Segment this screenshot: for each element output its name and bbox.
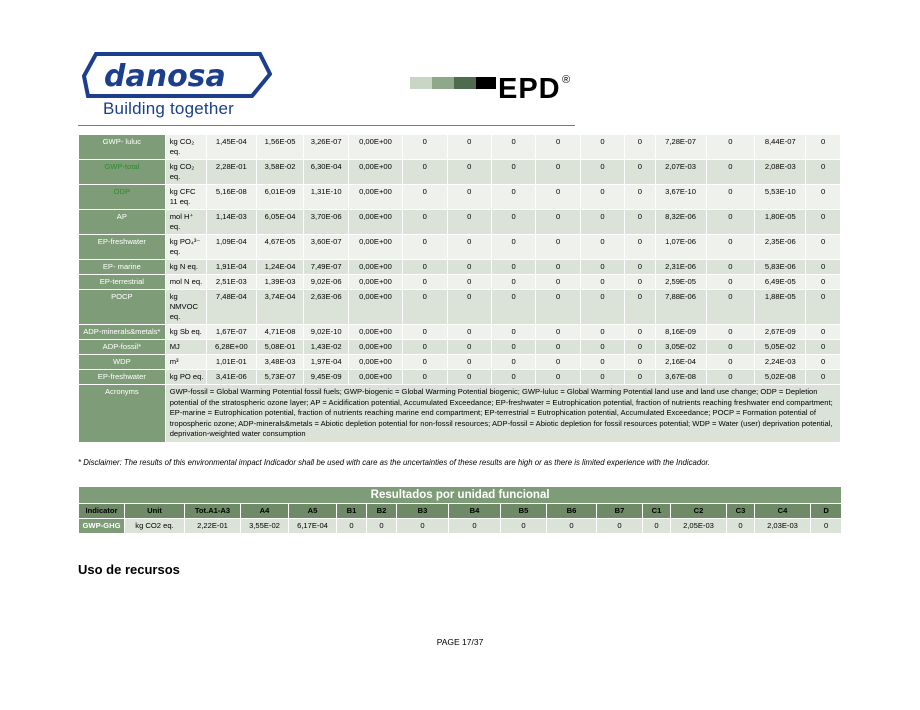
value-cell: 0: [491, 185, 535, 210]
value-cell: 0: [403, 275, 447, 290]
value-cell: 0: [491, 135, 535, 160]
value-cell: 0: [403, 290, 447, 325]
value-cell: 0: [580, 290, 624, 325]
value-cell: 0: [547, 519, 597, 534]
results-header-row: [79, 504, 842, 519]
value-cell: 2,35E-06: [755, 235, 806, 260]
value-cell: 5,02E-08: [755, 370, 806, 385]
value-cell: 6,17E-04: [289, 519, 337, 534]
value-cell: 1,67E-07: [206, 325, 256, 340]
value-cell: 3,58E-02: [256, 160, 304, 185]
value-cell: 3,74E-04: [256, 290, 304, 325]
epd-bar-3: [454, 77, 476, 89]
value-cell: 0: [580, 275, 624, 290]
value-cell: 0: [491, 275, 535, 290]
column-header: A5: [289, 504, 337, 519]
value-cell: 0: [625, 355, 655, 370]
indicator-cell: EP- marine: [79, 260, 166, 275]
epd-bar-4: [476, 77, 496, 89]
value-cell: 0: [447, 325, 491, 340]
value-cell: 0: [536, 355, 580, 370]
value-cell: 3,41E-06: [206, 370, 256, 385]
value-cell: 0: [536, 160, 580, 185]
value-cell: 0: [806, 160, 841, 185]
value-cell: 1,91E-04: [206, 260, 256, 275]
value-cell: 6,05E-04: [256, 210, 304, 235]
value-cell: 0: [706, 185, 755, 210]
value-cell: 0: [706, 340, 755, 355]
epd-registered-mark: ®: [562, 74, 571, 86]
value-cell: 0,00E+00: [348, 135, 402, 160]
value-cell: 0: [403, 370, 447, 385]
value-cell: 0: [625, 370, 655, 385]
value-cell: 0: [447, 340, 491, 355]
value-cell: 3,60E-07: [304, 235, 348, 260]
results-table-caption: Resultados por unidad funcional: [79, 487, 842, 504]
value-cell: 2,51E-03: [206, 275, 256, 290]
table-row: [79, 370, 841, 385]
value-cell: 0: [706, 325, 755, 340]
value-cell: 0: [706, 275, 755, 290]
logo-wordmark: danosa: [104, 59, 226, 94]
value-cell: 1,14E-03: [206, 210, 256, 235]
value-cell: 0,00E+00: [348, 210, 402, 235]
value-cell: 2,05E-03: [671, 519, 727, 534]
value-cell: 0: [580, 260, 624, 275]
value-cell: 1,80E-05: [755, 210, 806, 235]
column-header: B4: [449, 504, 501, 519]
column-header: B2: [367, 504, 397, 519]
value-cell: 8,44E-07: [755, 135, 806, 160]
value-cell: 0: [403, 135, 447, 160]
value-cell: 2,67E-09: [755, 325, 806, 340]
value-cell: 6,01E-09: [256, 185, 304, 210]
table-row: [79, 260, 841, 275]
value-cell: 0: [806, 185, 841, 210]
value-cell: 3,55E-02: [241, 519, 289, 534]
value-cell: 0,00E+00: [348, 370, 402, 385]
value-cell: 0,00E+00: [348, 235, 402, 260]
value-cell: 0: [580, 340, 624, 355]
table-row: [79, 275, 841, 290]
value-cell: 0: [536, 235, 580, 260]
value-cell: 0: [536, 260, 580, 275]
table-row: [79, 340, 841, 355]
unit-cell: kg N eq.: [165, 260, 206, 275]
unit-cell: kg PO₄³⁻ eq.: [165, 235, 206, 260]
indicator-cell: ADP-fossil*: [79, 340, 166, 355]
unit-cell: kg CO₂ eq.: [165, 160, 206, 185]
column-header: B3: [397, 504, 449, 519]
indicator-cell: EP-freshwater: [79, 370, 166, 385]
acronyms-text: GWP-fossil = Global Warming Potential fossil fuels; GWP-biogenic = Global Warming Potential biogenic; GWP-luluc = Global Warming Potential land use and land use change; ODP = Depletion potential of the stratospheric ozone layer; AP = Acidification potential, Accumulated Exceedance; EP-freshwater = Eutrophication potential, fraction of nutrients reaching freshwater end compartment; EP-marine = Eutrophication potential, fraction of nutrients reaching marine end compartment; EP-terrestrial = Eutrophication potential, Accumulated Exceedance; POCP = Formation potential of tropospheric ozone; ADP-minerals&metals = Abiotic depletion potential for non-fossil resources; ADP-fossil = Abiotic depletion for fossil resources potential; WDP = Water (user) deprivation potential, deprivation-weighted water consumption: [165, 385, 840, 443]
value-cell: 0: [806, 370, 841, 385]
value-cell: 0: [580, 235, 624, 260]
value-cell: 2,07E-03: [655, 160, 706, 185]
value-cell: 0,00E+00: [348, 160, 402, 185]
value-cell: 0: [727, 519, 755, 534]
indicator-cell: ODP: [79, 185, 166, 210]
value-cell: 5,05E-02: [755, 340, 806, 355]
header-divider: [78, 125, 575, 126]
column-header: C1: [643, 504, 671, 519]
value-cell: 4,71E-08: [256, 325, 304, 340]
table-row: [79, 160, 841, 185]
column-header: B6: [547, 504, 597, 519]
value-cell: 3,05E-02: [655, 340, 706, 355]
value-cell: 1,39E-03: [256, 275, 304, 290]
value-cell: 2,31E-06: [655, 260, 706, 275]
value-cell: 0: [367, 519, 397, 534]
value-cell: 1,43E-02: [304, 340, 348, 355]
value-cell: 5,16E-08: [206, 185, 256, 210]
column-header: B7: [597, 504, 643, 519]
value-cell: 0: [597, 519, 643, 534]
value-cell: 0: [580, 325, 624, 340]
epd-bar-2: [432, 77, 454, 89]
results-table: [78, 486, 842, 534]
unit-cell: kg NMVOC eq.: [165, 290, 206, 325]
value-cell: 0: [403, 160, 447, 185]
indicator-cell: ADP-minerals&metals*: [79, 325, 166, 340]
value-cell: 0: [403, 355, 447, 370]
value-cell: 5,73E-07: [256, 370, 304, 385]
value-cell: 7,49E-07: [304, 260, 348, 275]
value-cell: 0: [447, 135, 491, 160]
value-cell: 0: [501, 519, 547, 534]
value-cell: 1,45E-04: [206, 135, 256, 160]
value-cell: 0: [625, 290, 655, 325]
value-cell: 0: [706, 210, 755, 235]
acronyms-label: Acronyms: [79, 385, 166, 443]
value-cell: 0: [580, 160, 624, 185]
value-cell: 0: [625, 260, 655, 275]
value-cell: 0: [491, 290, 535, 325]
value-cell: 0: [706, 260, 755, 275]
unit-cell: MJ: [165, 340, 206, 355]
value-cell: 0: [625, 160, 655, 185]
value-cell: 1,24E-04: [256, 260, 304, 275]
results-indicator-cell: GWP-GHG: [79, 519, 125, 534]
unit-cell: mol H⁺ eq.: [165, 210, 206, 235]
value-cell: 0: [643, 519, 671, 534]
value-cell: 0: [706, 160, 755, 185]
value-cell: 0: [491, 210, 535, 235]
value-cell: 0: [447, 235, 491, 260]
value-cell: 0: [403, 235, 447, 260]
column-header: A4: [241, 504, 289, 519]
value-cell: 4,67E-05: [256, 235, 304, 260]
value-cell: 0: [706, 235, 755, 260]
epd-bar-1: [410, 77, 432, 89]
unit-cell: kg Sb eq.: [165, 325, 206, 340]
value-cell: 1,56E-05: [256, 135, 304, 160]
value-cell: 2,28E-01: [206, 160, 256, 185]
column-header: B1: [337, 504, 367, 519]
value-cell: 0: [397, 519, 449, 534]
disclaimer-note: * Disclaimer: The results of this environmental impact Indicador shall be used with care as the uncertainties of these results are high or as there is limited experience with the Indicador.: [78, 458, 711, 467]
value-cell: 1,01E-01: [206, 355, 256, 370]
value-cell: 0: [625, 275, 655, 290]
value-cell: 1,88E-05: [755, 290, 806, 325]
value-cell: 3,48E-03: [256, 355, 304, 370]
value-cell: 0: [536, 135, 580, 160]
value-cell: 0: [706, 290, 755, 325]
value-cell: 0: [447, 355, 491, 370]
value-cell: 6,49E-05: [755, 275, 806, 290]
value-cell: 8,16E-09: [655, 325, 706, 340]
value-cell: 0: [536, 370, 580, 385]
value-cell: 0: [491, 355, 535, 370]
table-row: [79, 185, 841, 210]
table-row: [79, 355, 841, 370]
indicator-cell: AP: [79, 210, 166, 235]
value-cell: 0: [625, 325, 655, 340]
acronyms-row: [79, 385, 841, 443]
value-cell: 0,00E+00: [348, 185, 402, 210]
value-cell: 0: [580, 185, 624, 210]
unit-cell: kg PO eq.: [165, 370, 206, 385]
value-cell: 0: [706, 355, 755, 370]
value-cell: 0: [806, 210, 841, 235]
value-cell: 0: [806, 355, 841, 370]
column-header: C3: [727, 504, 755, 519]
column-header: D: [811, 504, 842, 519]
column-header: C2: [671, 504, 727, 519]
value-cell: 0: [806, 235, 841, 260]
value-cell: 0: [447, 160, 491, 185]
value-cell: 0: [337, 519, 367, 534]
value-cell: 0: [580, 210, 624, 235]
value-cell: 3,67E-08: [655, 370, 706, 385]
value-cell: 0,00E+00: [348, 340, 402, 355]
value-cell: 0: [491, 325, 535, 340]
value-cell: 3,70E-06: [304, 210, 348, 235]
table-row: [79, 325, 841, 340]
value-cell: 8,32E-06: [655, 210, 706, 235]
value-cell: 2,59E-05: [655, 275, 706, 290]
value-cell: 0: [447, 290, 491, 325]
value-cell: 2,08E-03: [755, 160, 806, 185]
value-cell: 0: [706, 135, 755, 160]
value-cell: 0: [580, 135, 624, 160]
value-cell: 0,00E+00: [348, 260, 402, 275]
value-cell: 0: [449, 519, 501, 534]
column-header: Unit: [125, 504, 185, 519]
value-cell: 1,07E-06: [655, 235, 706, 260]
epd-label: EPD: [498, 73, 561, 105]
unit-cell: kg CFC 11 eq.: [165, 185, 206, 210]
value-cell: 0: [447, 260, 491, 275]
indicator-cell: EP-freshwater: [79, 235, 166, 260]
value-cell: 0: [447, 370, 491, 385]
unit-cell: kg CO₂ eq.: [165, 135, 206, 160]
value-cell: 0: [491, 235, 535, 260]
value-cell: 0: [536, 290, 580, 325]
value-cell: 0: [625, 185, 655, 210]
value-cell: 0: [491, 160, 535, 185]
value-cell: 2,24E-03: [755, 355, 806, 370]
value-cell: 0: [447, 210, 491, 235]
value-cell: 5,83E-06: [755, 260, 806, 275]
value-cell: 9,45E-09: [304, 370, 348, 385]
table-row: [79, 519, 842, 534]
value-cell: 0: [625, 340, 655, 355]
value-cell: 0: [403, 260, 447, 275]
value-cell: 0,00E+00: [348, 325, 402, 340]
value-cell: 9,02E-10: [304, 325, 348, 340]
value-cell: 0: [806, 135, 841, 160]
value-cell: 0: [806, 325, 841, 340]
value-cell: 1,31E-10: [304, 185, 348, 210]
value-cell: 0: [491, 260, 535, 275]
page-number: PAGE 17/37: [436, 637, 484, 647]
value-cell: 0: [536, 325, 580, 340]
value-cell: 0: [625, 235, 655, 260]
value-cell: 2,22E-01: [185, 519, 241, 534]
indicator-cell: EP-terrestrial: [79, 275, 166, 290]
value-cell: 5,08E-01: [256, 340, 304, 355]
results-unit-cell: kg CO2 eq.: [125, 519, 185, 534]
value-cell: 5,53E-10: [755, 185, 806, 210]
unit-cell: m³: [165, 355, 206, 370]
value-cell: 0: [403, 210, 447, 235]
column-header: B5: [501, 504, 547, 519]
indicator-cell: GWP-total: [79, 160, 166, 185]
value-cell: 0: [806, 260, 841, 275]
indicator-cell: GWP- luluc: [79, 135, 166, 160]
value-cell: 2,03E-03: [755, 519, 811, 534]
value-cell: 0: [403, 185, 447, 210]
value-cell: 0: [536, 340, 580, 355]
value-cell: 0: [491, 340, 535, 355]
value-cell: 0: [536, 210, 580, 235]
indicator-cell: POCP: [79, 290, 166, 325]
impact-indicators-table: [78, 134, 841, 443]
table-row: [79, 290, 841, 325]
value-cell: 0: [811, 519, 842, 534]
value-cell: 0: [536, 185, 580, 210]
value-cell: 1,97E-04: [304, 355, 348, 370]
value-cell: 0: [625, 210, 655, 235]
value-cell: 0: [491, 370, 535, 385]
value-cell: 2,63E-06: [304, 290, 348, 325]
value-cell: 0: [580, 355, 624, 370]
value-cell: 3,26E-07: [304, 135, 348, 160]
value-cell: 0: [706, 370, 755, 385]
value-cell: 0: [536, 275, 580, 290]
value-cell: 0: [625, 135, 655, 160]
value-cell: 0: [403, 340, 447, 355]
unit-cell: mol N eq.: [165, 275, 206, 290]
value-cell: 0: [403, 325, 447, 340]
logo-tagline: Building together: [103, 99, 234, 118]
value-cell: 0: [580, 370, 624, 385]
value-cell: 6,28E+00: [206, 340, 256, 355]
table-row: [79, 210, 841, 235]
value-cell: 0: [806, 340, 841, 355]
value-cell: 7,88E-06: [655, 290, 706, 325]
value-cell: 0: [806, 290, 841, 325]
value-cell: 7,48E-04: [206, 290, 256, 325]
indicator-cell: WDP: [79, 355, 166, 370]
column-header: Tot.A1-A3: [185, 504, 241, 519]
column-header: Indicator: [79, 504, 125, 519]
section-title: Uso de recursos: [78, 562, 180, 577]
value-cell: 9,02E-06: [304, 275, 348, 290]
value-cell: 3,67E-10: [655, 185, 706, 210]
value-cell: 0: [447, 275, 491, 290]
column-header: C4: [755, 504, 811, 519]
value-cell: 2,16E-04: [655, 355, 706, 370]
value-cell: 1,09E-04: [206, 235, 256, 260]
value-cell: 7,28E-07: [655, 135, 706, 160]
table-row: [79, 135, 841, 160]
value-cell: 0,00E+00: [348, 355, 402, 370]
value-cell: 0: [447, 185, 491, 210]
value-cell: 6,30E-04: [304, 160, 348, 185]
value-cell: 0: [806, 275, 841, 290]
value-cell: 0,00E+00: [348, 290, 402, 325]
value-cell: 0,00E+00: [348, 275, 402, 290]
table-row: [79, 235, 841, 260]
